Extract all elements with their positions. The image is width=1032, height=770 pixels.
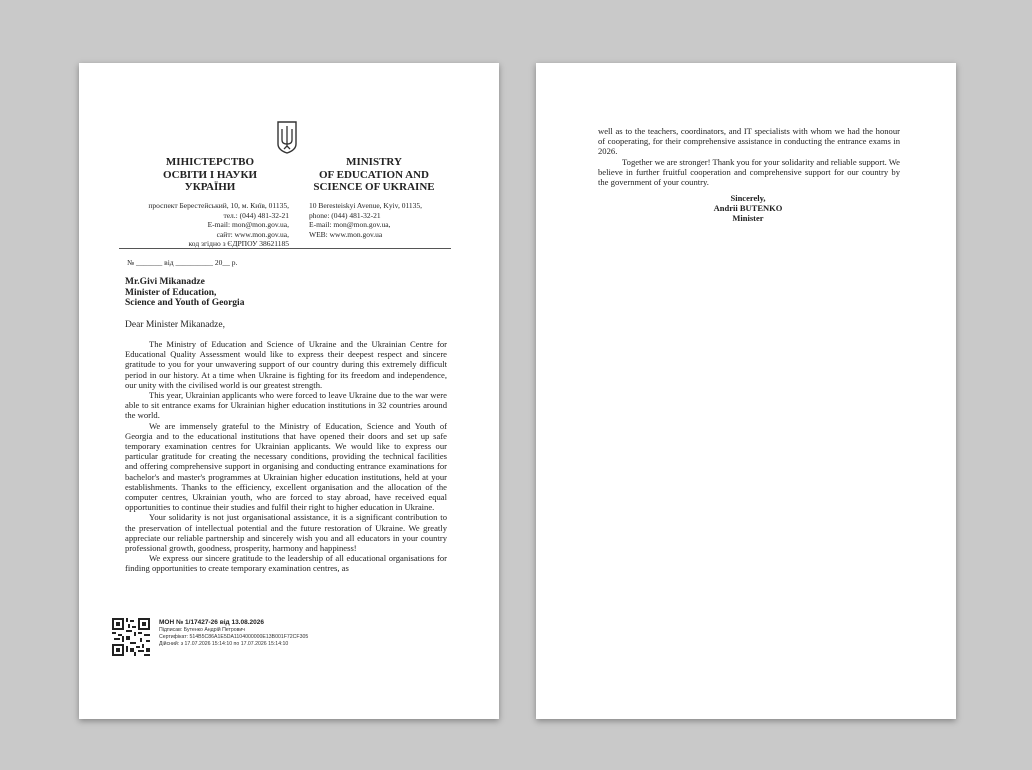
org-en-line: SCIENCE OF UKRAINE (313, 181, 435, 193)
salutation: Dear Minister Mikanadze, (125, 320, 225, 330)
address-en-line: phone: (044) 481-32-21 (309, 210, 381, 220)
digital-signature-block (159, 618, 399, 649)
letterhead-divider (119, 248, 451, 249)
address-en-line: E-mail: mon@mon.gov.ua, (309, 220, 391, 229)
address-en-line: WEB: www.mon.gov.ua (309, 229, 383, 239)
letter-page-2 (536, 63, 956, 719)
org-name-ua (135, 156, 285, 194)
body-paragraph: We express our sincere gratitude to the leadership of all educational organisations for finding opportunities to create temporary examination centres, as (125, 553, 447, 574)
recipient-block (125, 277, 455, 309)
signer-name: Andrii BUTENKO (713, 202, 783, 213)
body-paragraph: Your solidarity is not just organisational assistance, it is a significant contribution to the preservation of intellectual potential and the future restoration of Ukraine. We greatly appreciate our reliable partnership and sincerely wish you and all educators in your country professional growth, goodness, prosperity, harmony and happiness! (125, 512, 447, 554)
certificate-validity: Дійсний: з 17.07.2026 15:14:10 по 17.07.2026 15:14:10 (159, 641, 289, 648)
recipient-line: Minister of Education, (125, 287, 217, 298)
org-name-en (299, 156, 449, 194)
address-ua (119, 201, 289, 249)
org-ua-line: ОСВІТИ І НАУКИ (162, 168, 258, 181)
address-ua-line: сайт: www.mon.gov.ua, (216, 229, 289, 239)
registration-number: МОН № 1/17427-26 від 13.08.2026 (159, 619, 264, 626)
org-ua-line: МІНІСТЕРСТВО (165, 156, 255, 168)
signed-by: Підписав: Бутенко Андрій Петрович (159, 627, 246, 633)
body-paragraph: well as to the teachers, coordinators, and IT specialists with whom we had the honour of cooperating, for their comprehensive assistance in conducting the entrance exams in 2026. (598, 126, 900, 157)
address-ua-line: проспект Берестейський, 10, м. Київ, 01135, (148, 201, 289, 210)
recipient-line: Science and Youth of Georgia (125, 298, 245, 308)
reference-line: № _______ від __________ 20__ р. (127, 258, 238, 267)
qr-code-icon (112, 618, 150, 656)
signer-title: Minister (732, 212, 764, 223)
closing-block (668, 194, 828, 223)
closing-line: Sincerely, (730, 193, 766, 203)
body-paragraph: This year, Ukrainian applicants who were forced to leave Ukraine due to the war were able to sit entrance exams for Ukrainian higher education institutions in 32 countries around the world. (125, 390, 447, 421)
trident-emblem-icon (276, 120, 298, 154)
address-en-line: 10 Beresteiskyi Avenue, Kyiv, 01135, (309, 201, 423, 210)
body-paragraph: We are immensely grateful to the Ministry of Education, Science and Youth of Georgia and to the educational institutions that have opened their doors and set up safe temporary examination centres for Ukrainian applicants. We would like to express our particular gratitude for creating the necessary conditions, providing the technical facilities and offering comprehensive support in organising and conducting entrance examinations for bachelor's and master's programmes at Ukrainian higher education institutions, held at your establishments. Thanks to the efficiency, excellent organisation and the allocation of the computer centres, Ukrainian youth, who are forced to stay abroad, have received equal opportunities to continue their studies and fulfil their right to higher education in Ukraine. (125, 420, 447, 513)
address-ua-line: код згідно з ЄДРПОУ 38621185 (188, 239, 289, 248)
address-ua-line: тел.: (044) 481-32-21 (223, 210, 289, 220)
body-paragraph: The Ministry of Education and Science of Ukraine and the Ukrainian Centre for Educational Quality Assessment would like to express their deepest respect and sincere gratitude to you for your unwavering support of our country during this extremely difficult period in our history. At a time when Ukraine is fighting for its freedom and independence, our unity with the civilised world is our greatest strength. (125, 339, 447, 390)
letter-body (125, 339, 447, 574)
certificate-id: Сертифікат: 514B5C86A1E5DA1104000000E13B001F72CF305 (159, 634, 309, 641)
org-en-line: MINISTRY (346, 156, 402, 168)
address-ua-line: E-mail: mon@mon.gov.ua, (207, 220, 289, 229)
body-paragraph: Together we are stronger! Thank you for your solidarity and reliable support. We believe in further fruitful cooperation and comprehensive support for our country by the government of your country. (598, 156, 900, 188)
org-ua-line: УКРАЇНИ (184, 181, 236, 193)
letter-body-continued (598, 126, 900, 187)
recipient-line: Mr.Givi Mikanadze (125, 277, 205, 287)
letter-page-1 (79, 63, 499, 719)
org-en-line: OF EDUCATION AND (318, 168, 429, 181)
address-en (309, 201, 469, 239)
